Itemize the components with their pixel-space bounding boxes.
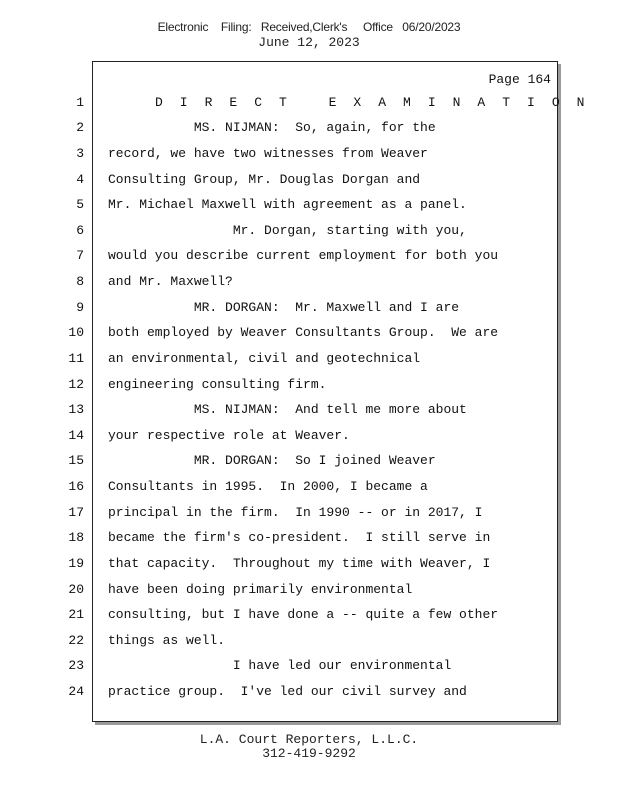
transcript-line: both employed by Weaver Consultants Group. We are: [108, 325, 499, 340]
line-number: 2: [76, 120, 84, 135]
transcript-line: record, we have two witnesses from Weaver: [108, 146, 428, 161]
transcript-line: would you describe current employment for both you: [108, 248, 499, 263]
transcript-line: that capacity. Throughout my time with Weaver, I: [108, 556, 491, 571]
transcript-line: principal in the firm. In 1990 -- or in 2017, I: [108, 505, 483, 520]
line-number: 10: [68, 325, 84, 340]
line-number: 12: [68, 377, 84, 392]
transcript-line: an environmental, civil and geotechnical: [108, 351, 421, 366]
transcript-line: became the firm's co-president. I still serve in: [108, 530, 491, 545]
transcript-line: things as well.: [108, 633, 226, 648]
transcript-line: practice group. I've led our civil survey and: [108, 684, 467, 699]
transcript-line: have been doing primarily environmental: [108, 582, 413, 597]
line-number: 1: [76, 95, 84, 110]
line-number: 14: [68, 428, 84, 443]
line-number: 15: [68, 453, 84, 468]
line-number: 11: [68, 351, 84, 366]
transcript-line: MR. DORGAN: Mr. Maxwell and I are: [108, 300, 460, 315]
line-number: 7: [76, 248, 84, 263]
line-number: 9: [76, 300, 84, 315]
transcript-line: Mr. Dorgan, starting with you,: [108, 223, 467, 238]
line-number: 8: [76, 274, 84, 289]
reporter-footer: [0, 733, 618, 761]
transcript-line: Consulting Group, Mr. Douglas Dorgan and: [108, 172, 421, 187]
line-number: 17: [68, 505, 84, 520]
line-number: 20: [68, 582, 84, 597]
section-heading: D I R E C T E X A M I N A T I O N: [155, 95, 590, 110]
line-number: 13: [68, 402, 84, 417]
reporter-company: L.A. Court Reporters, L.L.C.: [199, 732, 419, 747]
transcript-line: MS. NIJMAN: So, again, for the: [108, 120, 436, 135]
filing-stamp: Electronic Filing: Received,Clerk's Office 06/20/2023: [157, 20, 461, 34]
line-number: 19: [68, 556, 84, 571]
page-number: Page 164: [488, 72, 551, 87]
line-number: 21: [68, 607, 84, 622]
line-number: 24: [68, 684, 84, 699]
transcript-line: your respective role at Weaver.: [108, 428, 350, 443]
transcript-line: MR. DORGAN: So I joined Weaver: [108, 453, 436, 468]
transcript-line: I have led our environmental: [108, 658, 452, 673]
line-number: 22: [68, 633, 84, 648]
line-number: 3: [76, 146, 84, 161]
line-number: 4: [76, 172, 84, 187]
line-number: 16: [68, 479, 84, 494]
transcript-line: and Mr. Maxwell?: [108, 274, 233, 289]
transcript-line: Mr. Michael Maxwell with agreement as a panel.: [108, 197, 467, 212]
line-number: 18: [68, 530, 84, 545]
line-number: 6: [76, 223, 84, 238]
transcript-line: MS. NIJMAN: And tell me more about: [108, 402, 467, 417]
line-number: 23: [68, 658, 84, 673]
transcript-line: engineering consulting firm.: [108, 377, 327, 392]
line-number: 5: [76, 197, 84, 212]
transcript-line: consulting, but I have done a -- quite a few other: [108, 607, 499, 622]
reporter-phone: 312-419-9292: [262, 746, 356, 761]
transcript-line: Consultants in 1995. In 2000, I became a: [108, 479, 428, 494]
header-date: June 12, 2023: [258, 35, 360, 50]
